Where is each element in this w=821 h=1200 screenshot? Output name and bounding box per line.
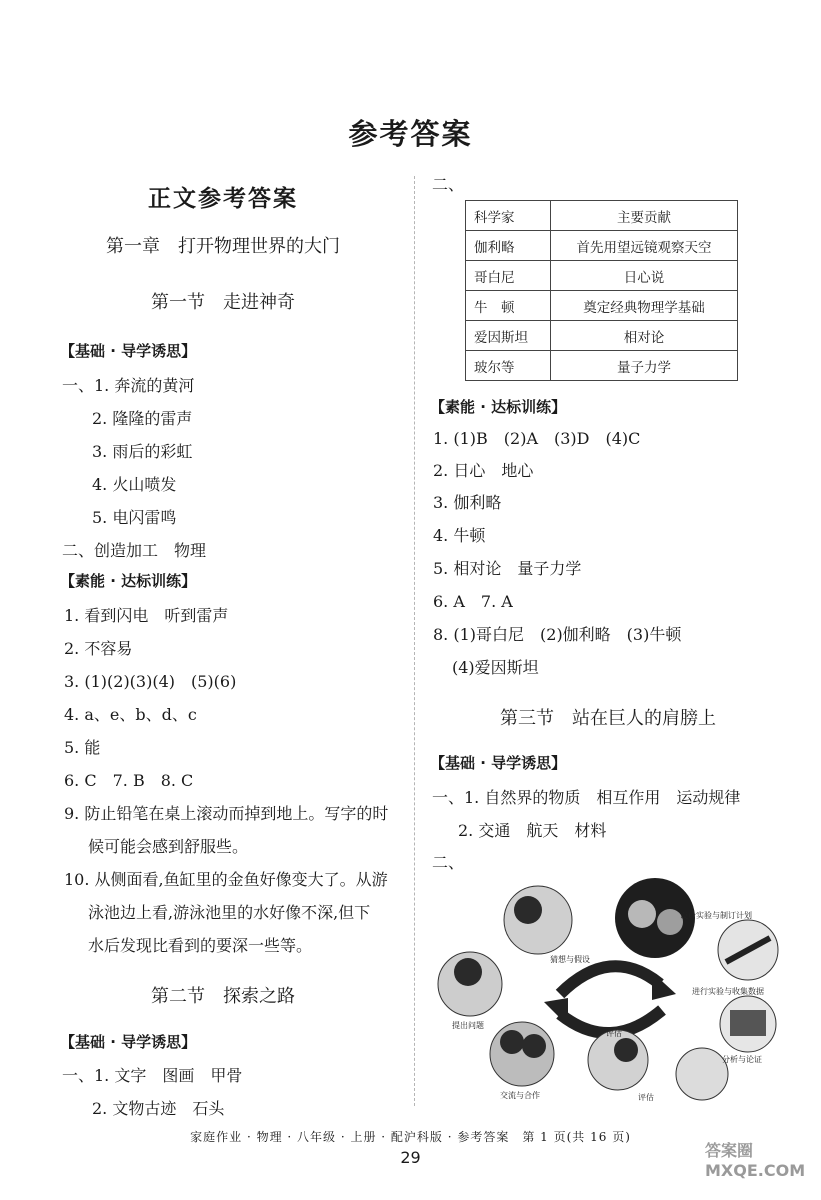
list-item: 4. a、e、b、d、c — [64, 705, 197, 724]
table-cell: 爱因斯坦 — [466, 321, 551, 351]
node2-basic-label: 【基础 · 导学诱思】 — [60, 1033, 197, 1051]
scientist-table — [465, 200, 738, 381]
list-item: 3. (1)(2)(3)(4) (5)(6) — [64, 672, 237, 691]
table-row — [466, 321, 738, 351]
node1-basic-label: 【基础 · 导学诱思】 — [60, 342, 197, 360]
table-cell: 量子力学 — [551, 351, 738, 381]
list-item: (4)爱因斯坦 — [452, 658, 539, 677]
node1-title: 第一节 走进神奇 — [151, 292, 295, 313]
diagram-label: 交流与合作 — [500, 1091, 540, 1100]
node3-title: 第三节 站在巨人的肩膀上 — [500, 708, 716, 729]
list-item: 5. 电闪雷鸣 — [92, 508, 177, 527]
table-cell: 相对论 — [551, 321, 738, 351]
illustration-circle — [720, 996, 776, 1052]
list-item: 3. 伽利略 — [433, 493, 502, 512]
list-item: 一、1. 文字 图画 甲骨 — [62, 1066, 243, 1085]
list-item: 2. 隆隆的雷声 — [92, 409, 193, 428]
table-row — [466, 261, 738, 291]
page-number: 29 — [400, 1148, 421, 1167]
diagram-label: 进行实验与收集数据 — [692, 987, 764, 996]
list-item: 8. (1)哥白尼 (2)伽利略 (3)牛顿 — [433, 625, 682, 644]
illustration-circle — [676, 1048, 728, 1100]
node2-title: 第二节 探索之路 — [151, 986, 295, 1007]
list-item: 1. 看到闪电 听到雷声 — [64, 606, 229, 625]
list-item: 水后发现比看到的要深一些等。 — [88, 936, 313, 955]
list-item: 2. 交通 航天 材料 — [458, 821, 607, 840]
page-footer: 家庭作业 · 物理 · 八年级 · 上册 · 配沪科版 · 参考答案 第 1 页(共 16 页) — [190, 1130, 631, 1144]
list-item: 一、1. 奔流的黄河 — [62, 376, 195, 395]
table-cell: 哥白尼 — [466, 261, 551, 291]
right-train-label: 【素能 · 达标训练】 — [430, 398, 567, 416]
list-item: 5. 相对论 量子力学 — [433, 559, 582, 578]
table-row — [466, 231, 738, 261]
illustration-circle — [588, 1030, 648, 1090]
section-title: 正文参考答案 — [148, 186, 298, 212]
illustration-circle — [504, 886, 572, 954]
table-header-row — [466, 201, 738, 231]
table-cell: 奠定经典物理学基础 — [551, 291, 738, 321]
list-item: 10. 从侧面看,鱼缸里的金鱼好像变大了。从游 — [64, 870, 388, 889]
list-item: 9. 防止铅笔在桌上滚动而掉到地上。写字的时 — [64, 804, 389, 823]
list-item: 6. A 7. A — [433, 592, 513, 611]
list-item: 5. 能 — [64, 738, 101, 757]
list-item: 2. 日心 地心 — [433, 461, 534, 480]
list-item: 2. 不容易 — [64, 639, 133, 658]
node1-train-label: 【素能 · 达标训练】 — [60, 572, 197, 590]
diagram-label: 分析与论证 — [722, 1055, 762, 1064]
column-divider — [414, 176, 415, 1106]
table-cell: 牛 顿 — [466, 291, 551, 321]
list-item: 候可能会感到舒服些。 — [88, 837, 249, 856]
table-cell: 伽利略 — [466, 231, 551, 261]
diagram-label: 设计实验与制订计划 — [680, 911, 752, 920]
table-cell: 日心说 — [551, 261, 738, 291]
node3-basic-label: 【基础 · 导学诱思】 — [430, 754, 567, 772]
list-item: 3. 雨后的彩虹 — [92, 442, 193, 461]
list-item: 1. (1)B (2)A (3)D (4)C — [433, 429, 641, 448]
inquiry-cycle-diagram — [430, 876, 790, 1108]
diagram-label: 评估 — [606, 1029, 622, 1038]
diagram-label: 猜想与假设 — [550, 955, 590, 964]
list-item: 一、1. 自然界的物质 相互作用 运动规律 — [432, 788, 741, 807]
list-item: 2. 文物古迹 石头 — [92, 1099, 225, 1118]
diagram-label: 评估 — [638, 1093, 654, 1102]
list-item: 6. C 7. B 8. C — [64, 771, 194, 790]
chapter-title: 第一章 打开物理世界的大门 — [106, 236, 340, 257]
list-item: 4. 牛顿 — [433, 526, 486, 545]
illustration-circle — [490, 1022, 554, 1086]
part2-label: 二、 — [432, 175, 465, 194]
watermark-logo: 答案圈 MXQE.COM — [705, 1141, 806, 1180]
illustration-circle — [438, 952, 502, 1016]
list-item: 泳池边上看,游泳池里的水好像不深,但下 — [88, 903, 371, 922]
table-row — [466, 291, 738, 321]
list-item: 二、创造加工 物理 — [62, 541, 207, 560]
list-item: 二、 — [432, 853, 465, 872]
page-title: 参考答案 — [348, 117, 473, 151]
cycle-arrow-bottom — [544, 998, 662, 1033]
illustration-circle — [718, 920, 778, 980]
table-header-cell: 主要贡献 — [551, 201, 738, 231]
table-cell: 首先用望远镜观察天空 — [551, 231, 738, 261]
table-cell: 玻尔等 — [466, 351, 551, 381]
table-row — [466, 351, 738, 381]
table-header-cell: 科学家 — [466, 201, 551, 231]
cycle-arrow-top — [560, 966, 676, 1000]
list-item: 4. 火山喷发 — [92, 475, 177, 494]
diagram-label: 提出问题 — [452, 1021, 484, 1030]
